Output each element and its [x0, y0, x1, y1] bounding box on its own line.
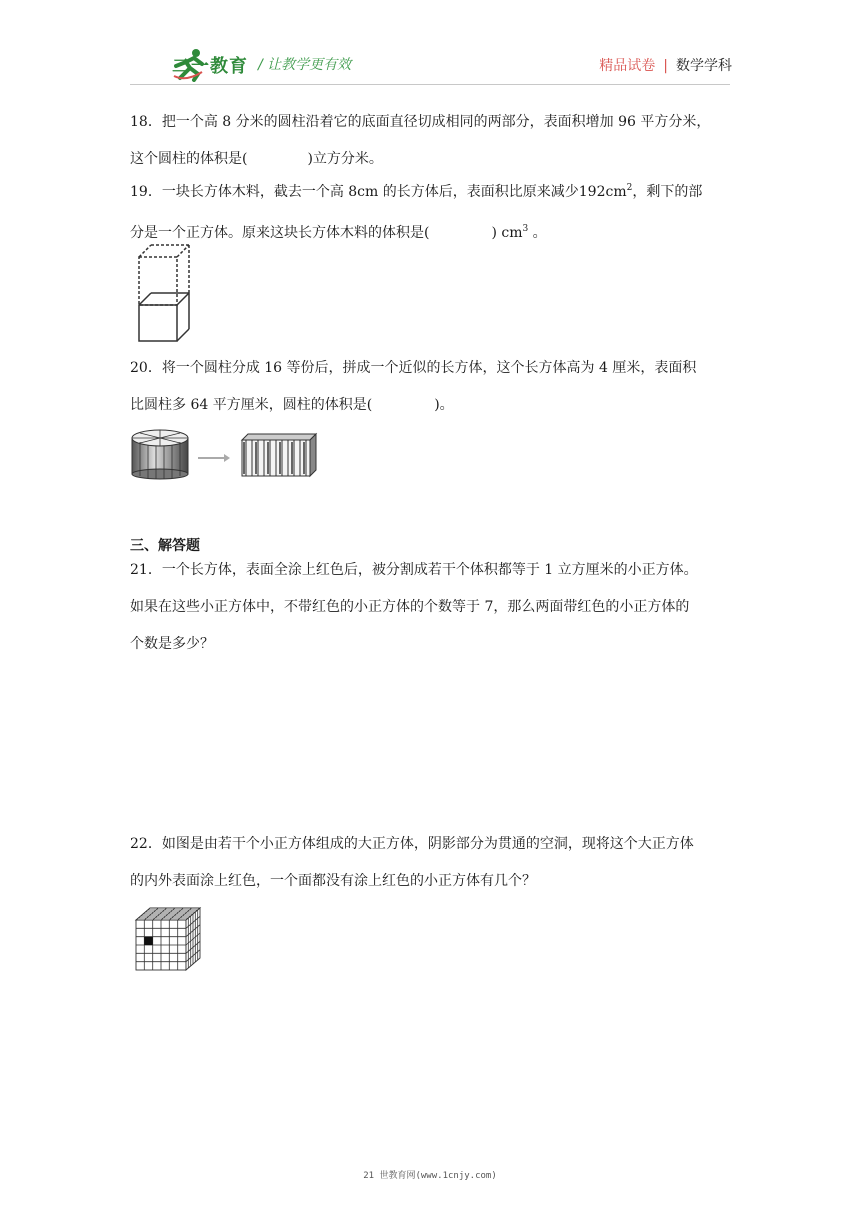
q19-text-c: ，剩下的部: [632, 184, 703, 200]
q19-area-exponent: 2: [626, 183, 633, 193]
q19-unit-exponent: 3: [522, 224, 529, 234]
question-19: [130, 170, 732, 252]
q20-text-a: 比圆柱多 64 平方厘米，圆柱的体积是(: [130, 397, 373, 413]
q21-line-1: 21．一个长方体，表面全涂上红色后，被分割成若干个体积都等于 1 立方厘米的小正方体。: [130, 562, 698, 578]
q19-line-2: [130, 211, 732, 252]
question-22: [130, 826, 732, 900]
q22-line-1: 22．如图是由若干个小正方体组成的大正方体，阴影部分为贯通的空洞，现将这个大正方体: [130, 836, 694, 852]
question-20: [130, 350, 732, 424]
q21-line-3: 个数是多少？: [130, 636, 214, 652]
q20-figure-cylinder-to-cuboid: [130, 428, 330, 484]
q20-line-1: 20．将一个圆柱分成 16 等份后，拼成一个近似的长方体，这个长方体高为 4 厘米，表面积: [130, 360, 697, 376]
page-header: [0, 0, 860, 100]
q22-figure-grid-cube: [134, 906, 206, 972]
q22-line-2: 的内外表面涂上红色，一个面都没有涂上红色的小正方体有几个？: [130, 873, 536, 889]
q21-line-2: 如果在这些小正方体中，不带红色的小正方体的个数等于 7，那么两面带红色的小正方体的: [130, 599, 690, 615]
q19-area-value: 192cm: [578, 184, 627, 200]
brand-slogan: / 让教学更有效: [258, 57, 352, 73]
header-separator: |: [663, 58, 668, 74]
q19-text-a: 19．一块长方体木料，截去一个高 8cm 的长方体后，表面积比原来减少: [130, 184, 579, 200]
q20-line-2: [130, 387, 732, 424]
q19-unit: ) cm: [491, 225, 523, 241]
q18-line-1: 18．把一个高 8 分米的圆柱沿着它的底面直径切成相同的两部分，表面积增加 96 平方分米，: [130, 114, 711, 130]
page-footer: 21 世教育网(www.1cnjy.com): [363, 1171, 497, 1181]
q18-text-a: 这个圆柱的体积是(: [130, 151, 248, 167]
header-subject: 数学学科: [676, 58, 732, 74]
question-18: [130, 104, 732, 178]
header-tag: 精品试卷: [599, 58, 656, 74]
q18-text-b: )立方分米。: [307, 151, 383, 167]
section-heading-3: 三、解答题: [130, 538, 200, 554]
q19-figure-cuboid: [137, 243, 197, 343]
q19-line-1: [130, 170, 732, 211]
q19-text-e: 。: [528, 225, 547, 241]
header-divider: [130, 84, 730, 85]
question-21: [130, 552, 732, 663]
q20-text-b: )。: [434, 397, 454, 413]
header-right: [599, 55, 732, 75]
q22-hole-cell: [144, 937, 152, 945]
brand-name: 二一教育: [172, 56, 248, 77]
q19-text-d: 分是一个正方体。原来这块长方体木料的体积是(: [130, 225, 430, 241]
